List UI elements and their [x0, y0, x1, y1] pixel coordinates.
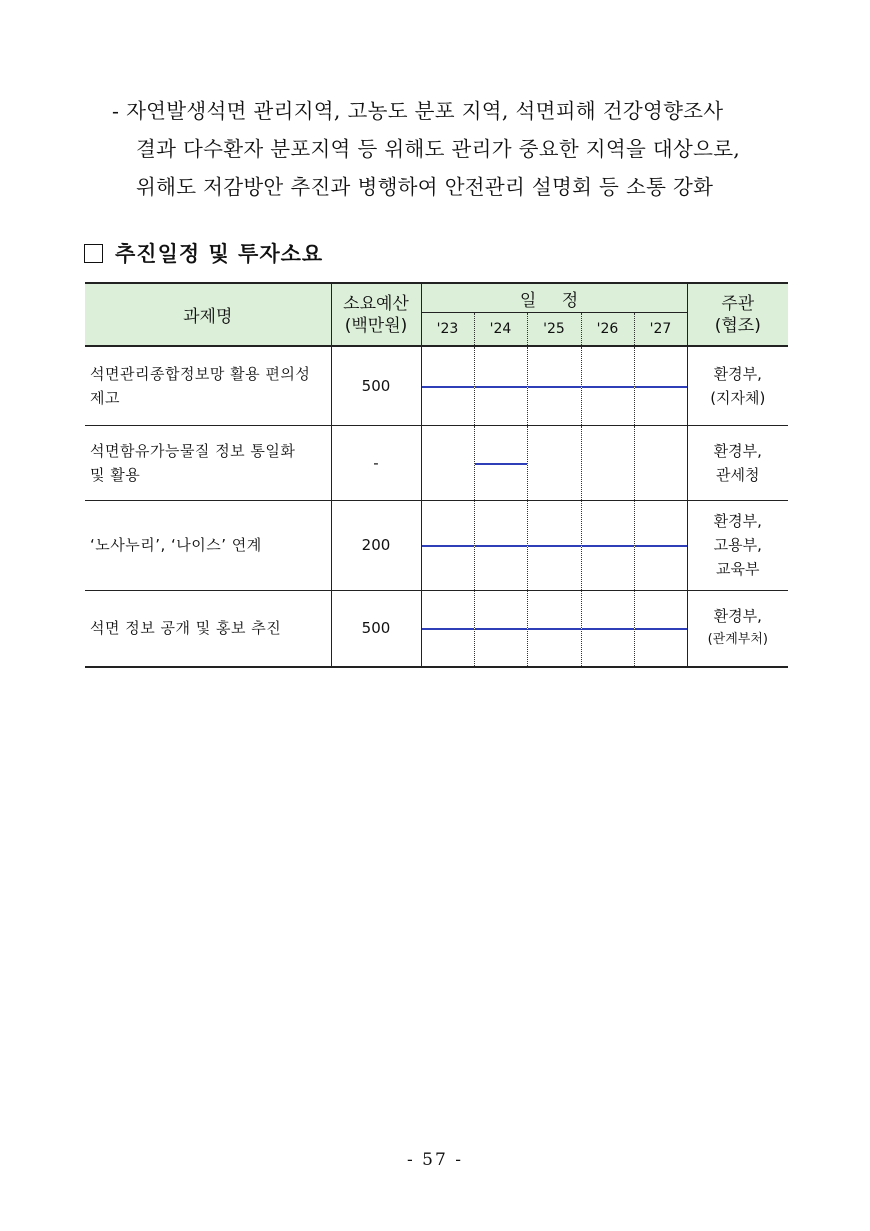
- year-cell: [634, 425, 687, 500]
- schedule-bar: [475, 386, 527, 388]
- task-cell: ‘노사누리’, ‘나이스’ 연계: [85, 500, 331, 590]
- task-cell: 석면 정보 공개 및 홍보 추진: [85, 590, 331, 667]
- year-cell: [527, 500, 581, 590]
- bullet-marker: -: [112, 99, 120, 123]
- schedule-bar: [528, 386, 581, 388]
- year-cell: [421, 590, 474, 667]
- table-row: [85, 590, 788, 667]
- org-cell: 환경부, 관세청: [687, 425, 788, 500]
- budget-cell: -: [331, 425, 421, 500]
- year-cell: [527, 346, 581, 425]
- year-cell: [474, 346, 527, 425]
- header-year: '26: [581, 313, 634, 347]
- year-cell: [527, 425, 581, 500]
- year-cell: [634, 346, 687, 425]
- schedule-bar: [582, 386, 634, 388]
- section-heading: [84, 238, 323, 268]
- year-cell: [474, 425, 527, 500]
- bullet-line-1: - 자연발생석면 관리지역, 고농도 분포 지역, 석면피해 건강영향조사: [112, 99, 724, 123]
- year-cell: [634, 500, 687, 590]
- header-year: '25: [527, 313, 581, 347]
- budget-cell: 200: [331, 500, 421, 590]
- table-row: [85, 500, 788, 590]
- header-year: '27: [634, 313, 687, 347]
- budget-cell: 500: [331, 590, 421, 667]
- schedule-table: [85, 282, 788, 668]
- table-row: [85, 346, 788, 425]
- task-cell: 석면함유가능물질 정보 통일화 및 활용: [85, 425, 331, 500]
- year-cell: [634, 590, 687, 667]
- schedule-bar: [635, 628, 687, 630]
- org-cell: 환경부, 고용부, 교육부: [687, 500, 788, 590]
- schedule-bar: [582, 628, 634, 630]
- year-cell: [474, 500, 527, 590]
- bullet-paragraph: [112, 92, 802, 206]
- schedule-bar: [422, 628, 474, 630]
- year-cell: [474, 590, 527, 667]
- year-cell: [581, 425, 634, 500]
- task-cell: 석면관리종합정보망 활용 편의성 제고: [85, 346, 331, 425]
- schedule-bar: [582, 545, 634, 547]
- schedule-bar: [635, 386, 687, 388]
- header-budget: 소요예산 (백만원): [331, 283, 421, 346]
- year-cell: [421, 500, 474, 590]
- schedule-bar: [475, 545, 527, 547]
- year-cell: [421, 346, 474, 425]
- header-task: 과제명: [85, 283, 331, 346]
- schedule-bar: [475, 628, 527, 630]
- org-cell: 환경부, (관계부처): [687, 590, 788, 667]
- year-cell: [421, 425, 474, 500]
- schedule-bar: [422, 386, 474, 388]
- bullet-line-2: 결과 다수환자 분포지역 등 위해도 관리가 중요한 지역을 대상으로,: [136, 137, 741, 161]
- schedule-bar: [475, 463, 527, 465]
- budget-cell: 500: [331, 346, 421, 425]
- org-cell: 환경부, (지자체): [687, 346, 788, 425]
- checkbox-square-icon: [84, 244, 103, 263]
- header-year: '23: [421, 313, 474, 347]
- year-cell: [581, 590, 634, 667]
- schedule-bar: [528, 628, 581, 630]
- year-cell: [527, 590, 581, 667]
- bullet-line-3: 위해도 저감방안 추진과 병행하여 안전관리 설명회 등 소통 강화: [136, 175, 714, 199]
- schedule-bar: [528, 545, 581, 547]
- table-row: [85, 425, 788, 500]
- header-org: 주관 (협조): [687, 283, 788, 346]
- schedule-bar: [635, 545, 687, 547]
- header-year: '24: [474, 313, 527, 347]
- page-number: - 57 -: [407, 1150, 463, 1170]
- year-cell: [581, 346, 634, 425]
- header-schedule: 일 정: [421, 283, 687, 313]
- year-cell: [581, 500, 634, 590]
- section-title: 추진일정 및 투자소요: [115, 242, 324, 266]
- schedule-bar: [422, 545, 474, 547]
